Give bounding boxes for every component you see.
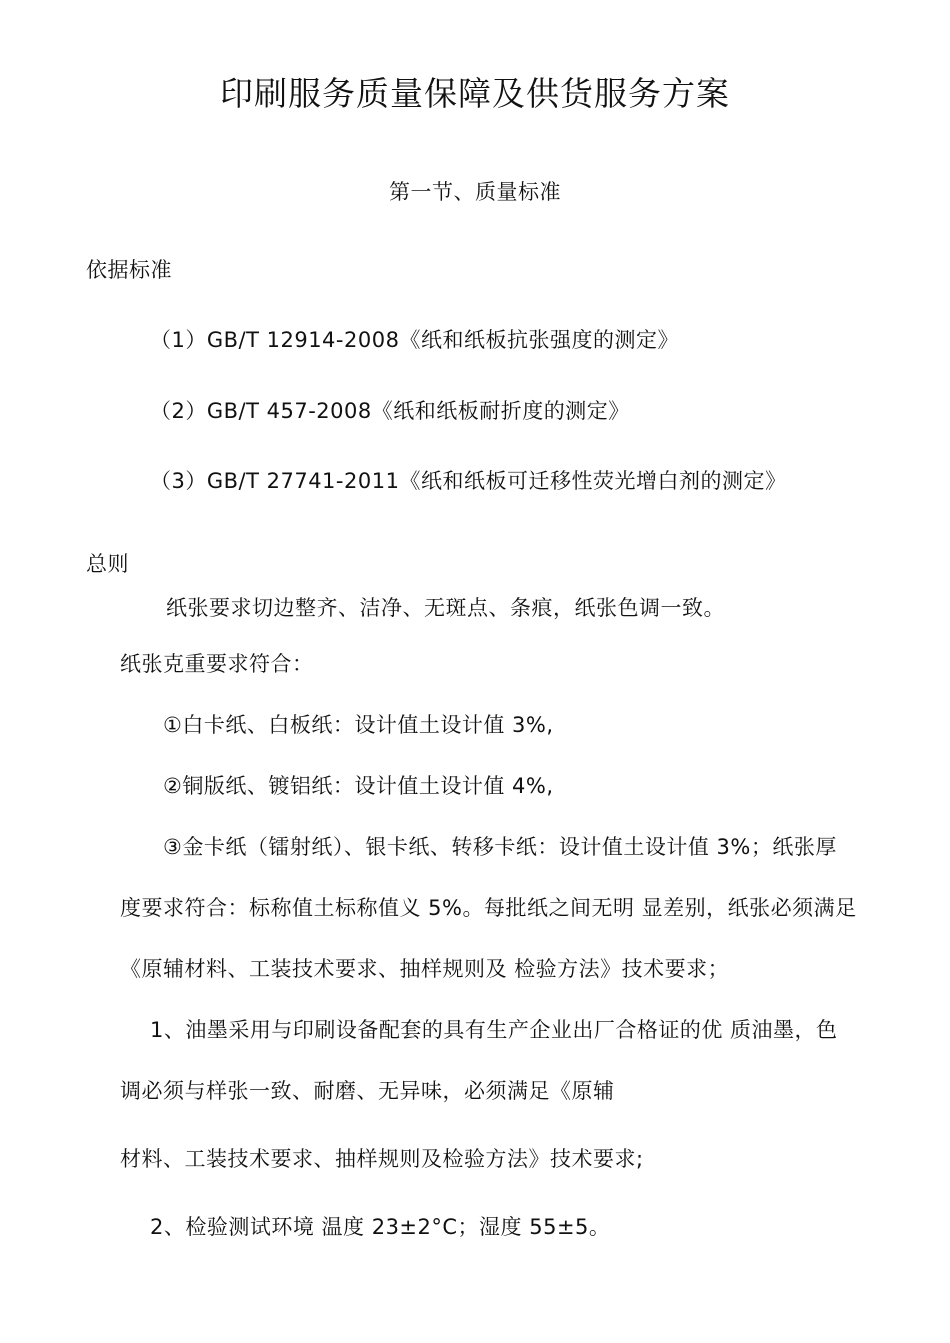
standard-item-2: （2）GB/T 457-2008《纸和纸板耐折度的测定》 <box>150 399 630 423</box>
grammage-intro: 纸张克重要求符合： <box>120 652 314 676</box>
grammage-item-3: ③金卡纸（镭射纸）、银卡纸、转移卡纸：设计值土设计值 3%；纸张厚 <box>163 835 837 859</box>
standard-item-3: （3）GB/T 27741-2011《纸和纸板可迁移性荧光增白剂的测定》 <box>150 469 787 493</box>
ink-line-2: 调必须与样张一致、耐磨、无异味，必须满足《原辅 <box>120 1079 615 1103</box>
document-title: 印刷服务质量保障及供货服务方案 <box>220 74 730 113</box>
section-title: 第一节、质量标准 <box>389 180 561 204</box>
grammage-item-1: ①白卡纸、白板纸：设计值土设计值 3%, <box>163 713 554 737</box>
thickness-line-1: 度要求符合：标称值土标称值义 5%。每批纸之间无明 显差别，纸张必须满足 <box>120 896 857 920</box>
thickness-line-2: 《原辅材料、工装技术要求、抽样规则及 检验方法》技术要求； <box>120 957 730 981</box>
basis-heading: 依据标准 <box>86 258 172 282</box>
general-paragraph: 纸张要求切边整齐、洁净、无斑点、条痕，纸张色调一致。 <box>166 596 725 620</box>
grammage-item-2: ②铜版纸、镀铝纸：设计值土设计值 4%, <box>163 774 554 798</box>
ink-line-3: 材料、工装技术要求、抽样规则及检验方法》技术要求; <box>120 1147 644 1171</box>
environment-line: 2、检验测试环境 温度 23±2°C；湿度 55±5。 <box>150 1215 611 1239</box>
ink-line-1: 1、油墨采用与印刷设备配套的具有生产企业出厂合格证的优 质油墨，色 <box>150 1018 838 1042</box>
standard-item-1: （1）GB/T 12914-2008《纸和纸板抗张强度的测定》 <box>150 328 679 352</box>
general-heading: 总则 <box>86 552 129 576</box>
